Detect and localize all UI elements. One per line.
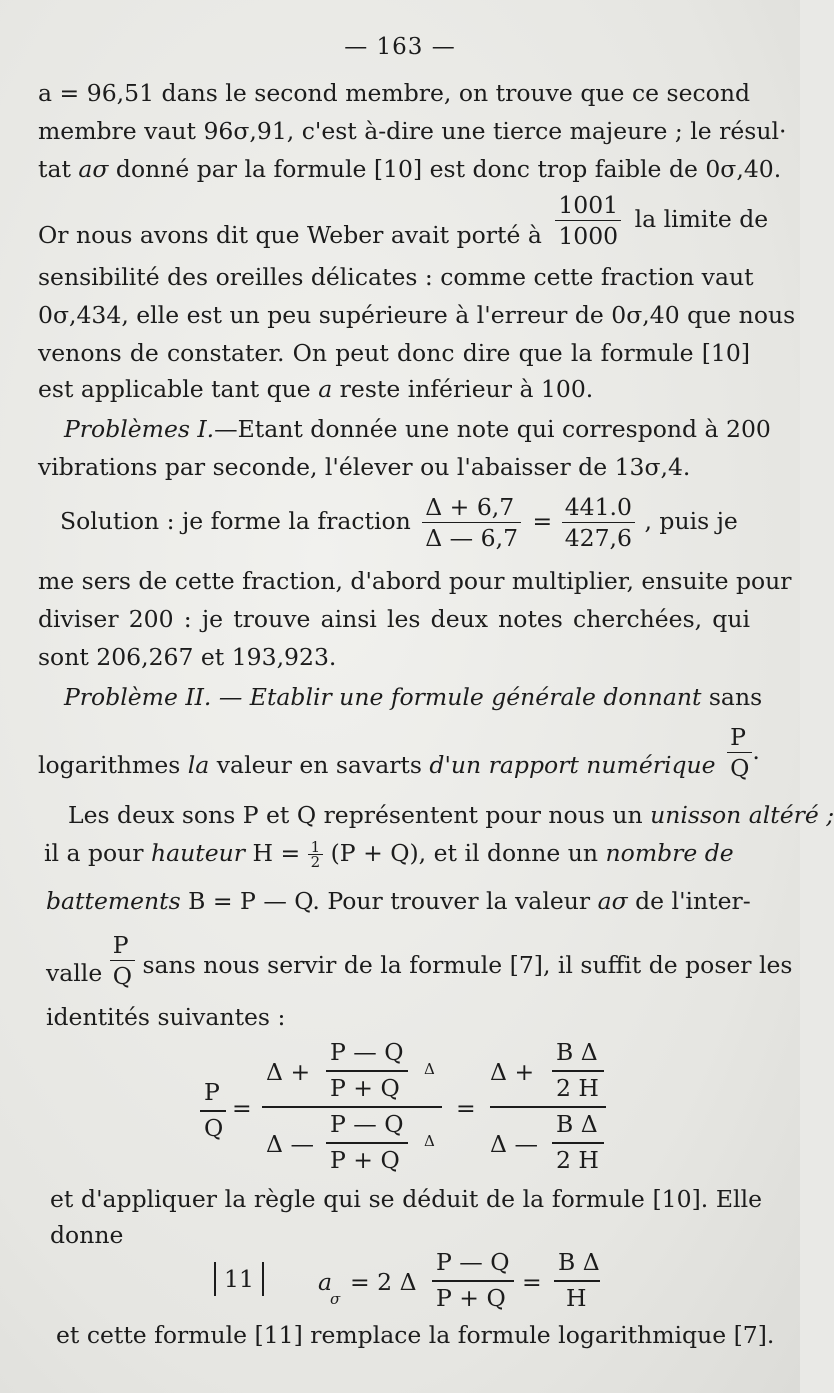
eq-sigma-sub: σ	[330, 1290, 341, 1308]
fraction	[555, 190, 621, 251]
text-run-italic: — Etablir une formule générale donnant	[211, 683, 702, 711]
text-line	[44, 838, 756, 869]
fraction	[562, 492, 635, 553]
eq-frac-den: P + Q	[436, 1284, 506, 1312]
text-line: a = 96,51 dans le second membre, on trouve que ce second	[38, 79, 750, 107]
fraction-denominator: 1000	[558, 222, 619, 250]
eq-mid-top-den: P + Q	[330, 1074, 400, 1102]
eq-frac2-num: B Δ	[558, 1248, 600, 1276]
fraction	[308, 840, 324, 869]
eq-right-bot-delta: Δ —	[490, 1130, 538, 1158]
fraction-bar	[326, 1070, 408, 1072]
text-line	[60, 492, 760, 553]
text-run: logarithmes	[38, 751, 188, 779]
text-line: me sers de cette fraction, d'abord pour multiplier, ensuite pour	[38, 567, 792, 595]
text-run: donné par la formule [10] est donc trop faible de 0σ,40.	[108, 155, 782, 183]
text-line: 0σ,434, elle est un peu supérieure à l'erreur de 0σ,40 que nous	[38, 301, 796, 329]
text-run: valle	[46, 959, 103, 987]
fraction-bar	[554, 1280, 600, 1282]
text-run-italic: aσ	[597, 887, 628, 915]
text-line: et cette formule [11] remplace la formule logarithmique [7].	[56, 1321, 775, 1349]
fraction-denominator: 2	[310, 853, 321, 871]
fraction-numerator: P	[110, 930, 135, 961]
text-run: (P + Q), et il donne un	[323, 839, 606, 867]
eq-coef: = 2 Δ	[350, 1268, 417, 1296]
text-run: sans nous servir de la formule [7], il suffit de poser les	[142, 951, 793, 979]
eq-mid-top-delta: Δ +	[266, 1058, 311, 1086]
text-run-italic: la	[187, 751, 210, 779]
eq-right-bot-den: 2 H	[556, 1146, 599, 1174]
eq-a: a	[318, 1268, 333, 1296]
text-line	[46, 886, 758, 916]
eq-right-top-delta: Δ +	[490, 1058, 535, 1086]
fraction-denominator: Q	[112, 962, 132, 990]
text-line	[38, 374, 750, 404]
text-run: la limite de	[634, 205, 769, 233]
eq-right-bot-num: B Δ	[556, 1110, 598, 1138]
fraction-bar	[326, 1142, 408, 1144]
text-run-italic: Problèmes I.	[64, 415, 215, 443]
text-run-italic: aσ	[78, 155, 109, 183]
fraction-denominator: Δ — 6,7	[425, 524, 519, 552]
text-run: —Etant donnée une note qui correspond à 200	[214, 415, 771, 443]
text-run: de l'inter-	[627, 887, 751, 915]
eq-delta-small: Δ	[424, 1060, 435, 1078]
text-run: il a pour	[44, 839, 152, 867]
text-run: H =	[245, 839, 308, 867]
text-line: diviser 200 : je trouve ainsi les deux notes cherchées, qui	[38, 605, 750, 633]
text-run: valeur en savarts	[209, 751, 430, 779]
text-line: identités suivantes :	[46, 1003, 286, 1031]
text-line: venons de constater. On peut donc dire que la formule [10]	[38, 339, 750, 367]
text-run: , puis je	[644, 507, 738, 535]
fraction-numerator: 1	[308, 840, 324, 855]
text-line: donne	[50, 1221, 124, 1249]
fraction	[727, 722, 752, 783]
text-run: tat	[38, 155, 79, 183]
eq-right-top-den: 2 H	[556, 1074, 599, 1102]
text-line	[38, 190, 769, 251]
eq-mid-bot-delta: Δ —	[266, 1130, 314, 1158]
text-run-italic: a	[318, 375, 333, 403]
text-line: et d'appliquer la règle qui se déduit de la formule [10]. Elle	[50, 1185, 762, 1213]
main-fraction-bar	[262, 1106, 442, 1108]
text-run: Or nous avons dit que Weber avait porté à	[38, 221, 542, 249]
text-line	[64, 414, 771, 444]
eq-mid-bot-num: P — Q	[330, 1110, 404, 1138]
text-line: vibrations par seconde, l'élever ou l'abaisser de 13σ,4.	[38, 453, 691, 481]
text-line	[46, 930, 793, 991]
page-number: — 163 —	[344, 34, 456, 60]
equals-sign: =	[456, 1094, 476, 1122]
text-run-italic: unisson altéré ;	[650, 801, 834, 829]
text-run: .	[752, 737, 760, 765]
fraction	[110, 930, 135, 991]
text-run-italic: Problème II.	[64, 683, 212, 711]
text-run: est applicable tant que	[38, 375, 319, 403]
fraction-bar	[552, 1070, 604, 1072]
fraction-denominator: Q	[730, 754, 750, 782]
text-run-italic: hauteur	[151, 839, 246, 867]
text-run: sans	[701, 683, 763, 711]
fraction-numerator: P	[727, 722, 752, 753]
fraction-bar	[552, 1142, 604, 1144]
fraction-denominator: 427,6	[564, 524, 632, 552]
text-run: Les deux sons P et Q représentent pour nous un	[68, 801, 651, 829]
equals-sign: =	[522, 1268, 542, 1296]
text-run: B = P — Q. Pour trouver la valeur	[180, 887, 598, 915]
eq-right-top-num: B Δ	[556, 1038, 598, 1066]
main-fraction-bar	[490, 1106, 606, 1108]
fraction-numerator: 441.0	[562, 492, 635, 523]
text-line: sensibilité des oreilles délicates : comme cette fraction vaut	[38, 263, 754, 291]
fraction	[422, 492, 521, 553]
eq-mid-bot-den: P + Q	[330, 1146, 400, 1174]
fraction-bar	[432, 1280, 514, 1282]
text-run-italic: d'un rapport numérique	[429, 751, 716, 779]
text-run-italic: nombre de	[605, 839, 734, 867]
eq-lhs-num: P	[204, 1078, 220, 1106]
equals-sign: =	[532, 507, 553, 535]
eq-delta-small: Δ	[424, 1132, 435, 1150]
text-run: reste inférieur à 100.	[332, 375, 594, 403]
text-run: Solution : je forme la fraction	[60, 507, 411, 535]
text-line	[64, 682, 763, 712]
equals-sign: =	[232, 1094, 252, 1122]
eq-frac-num: P — Q	[436, 1248, 510, 1276]
eq-mid-top-num: P — Q	[330, 1038, 404, 1066]
fraction-numerator: 1001	[555, 190, 621, 221]
eq-lhs-den: Q	[204, 1114, 224, 1142]
eq-frac2-den: H	[566, 1284, 587, 1312]
text-line: sont 206,267 et 193,923.	[38, 643, 337, 671]
text-line	[68, 800, 834, 830]
fraction-bar	[200, 1110, 226, 1112]
equation-label: 11	[214, 1262, 264, 1296]
text-line: membre vaut 96σ,91, c'est à-dire une tierce majeure ; le résul·	[38, 117, 787, 145]
fraction-numerator: Δ + 6,7	[422, 492, 521, 523]
text-line	[38, 154, 782, 184]
text-run-italic: battements	[46, 887, 181, 915]
text-line	[38, 722, 760, 783]
